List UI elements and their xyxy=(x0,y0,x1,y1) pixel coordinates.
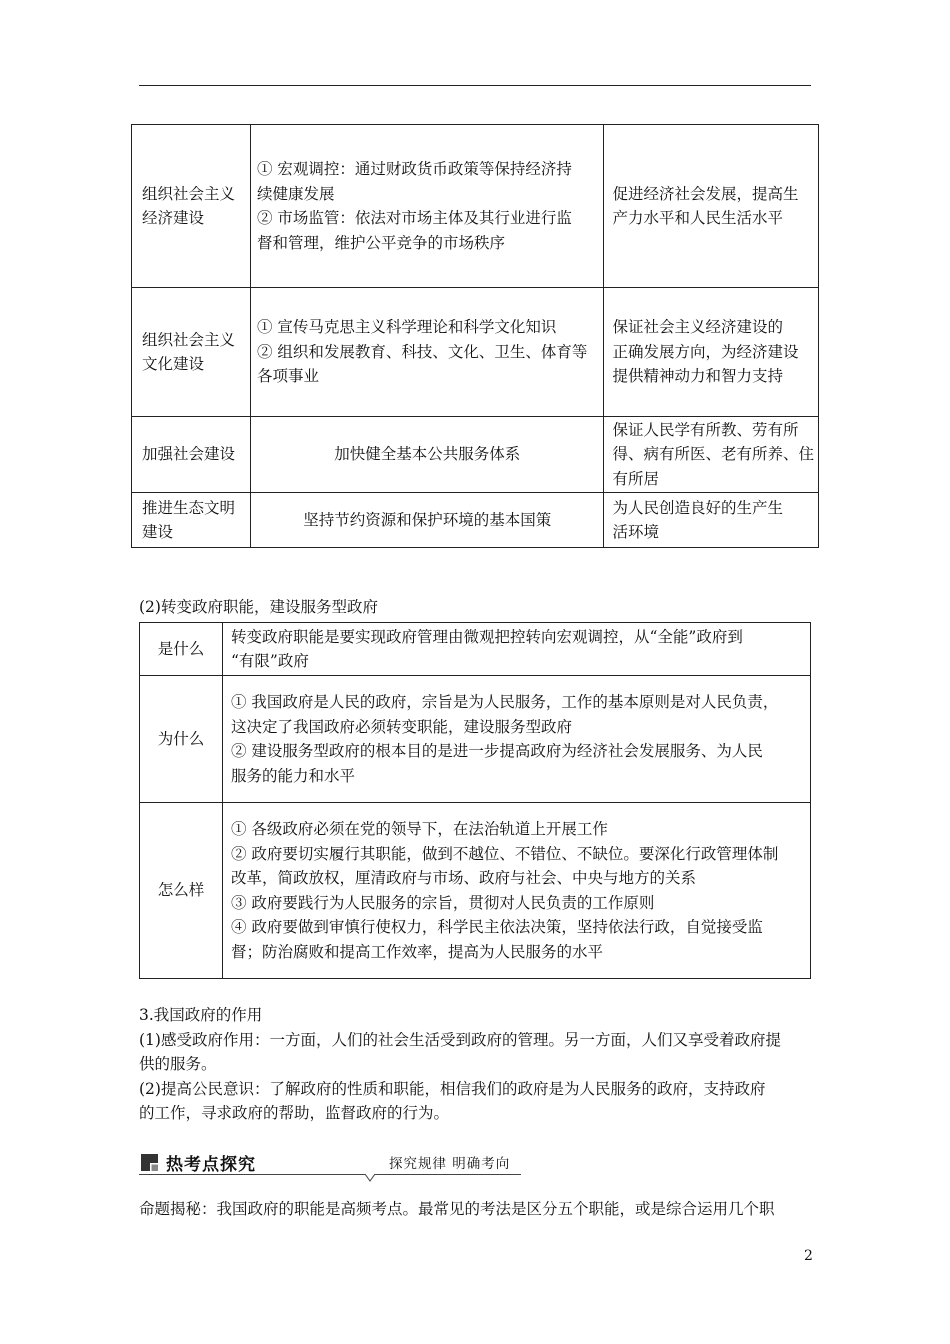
cell-line: 提供精神动力和智力支持 xyxy=(612,367,783,386)
cell-line: ③ 政府要践行为人民服务的宗旨，贯彻对人民负责的工作原则 xyxy=(231,893,655,912)
function-cell xyxy=(132,288,251,417)
cell-line: 得、病有所医、老有所养、住 xyxy=(612,445,814,464)
row-value xyxy=(223,676,811,803)
banner-title: 热考点探究 xyxy=(166,1155,256,1175)
cell-line: 转变政府职能是要实现政府管理由微观把控转向宏观调控，从“全能”政府到 xyxy=(231,627,743,646)
banner-subtitle: 探究规律 明确考向 xyxy=(389,1156,511,1172)
cell-line: 续健康发展 xyxy=(256,184,335,203)
cell-line: 推进生态文明 xyxy=(142,498,236,517)
cell-line: ② 建设服务型政府的根本目的是进一步提高政府为经济社会发展服务、为人民 xyxy=(231,742,763,760)
cell-line: 建设 xyxy=(142,523,174,541)
significance-cell xyxy=(604,493,819,548)
cell-line: ④ 政府要做到审慎行使权力，科学民主依法决策，坚持依法行政，自觉接受监 xyxy=(231,918,763,936)
cell-line: “有限”政府 xyxy=(231,652,309,670)
cell-line: 为人民创造良好的生产生 xyxy=(612,498,783,517)
section2-heading: (2)转变政府职能，建设服务型政府 xyxy=(139,598,378,616)
row-value xyxy=(223,623,811,676)
content-cell xyxy=(250,417,604,493)
table-row xyxy=(132,417,819,493)
cell-line: ② 市场监管：依法对市场主体及其行业进行监 xyxy=(256,209,572,227)
cell-line: 活环境 xyxy=(612,523,659,541)
content-cell xyxy=(250,125,604,288)
cell-line: 组织社会主义 xyxy=(142,330,236,349)
cell-line: 加快健全基本公共服务体系 xyxy=(334,445,521,464)
function-cell xyxy=(132,493,251,548)
table-row xyxy=(132,125,819,288)
cell-line: ① 宣传马克思主义科学理论和科学文化知识 xyxy=(256,318,557,337)
cell-line: 保证人民学有所教、劳有所 xyxy=(612,420,799,439)
row-key: 为什么 xyxy=(140,676,223,803)
function-cell xyxy=(132,125,251,288)
section3-line: (2)提高公民意识：了解政府的性质和职能，相信我们的政府是为人民服务的政府，支持政府 xyxy=(139,1079,766,1098)
section3-line: 供的服务。 xyxy=(139,1055,217,1073)
cell-line: ② 组织和发展教育、科技、文化、卫生、体育等 xyxy=(256,342,588,361)
cell-line: 各项事业 xyxy=(256,367,319,386)
cell-line: 加强社会建设 xyxy=(142,445,236,464)
banner-rule xyxy=(139,1174,521,1175)
cell-line: ② 政府要切实履行其职能，做到不越位、不错位、不缺位。要深化行政管理体制 xyxy=(231,844,779,863)
cell-line: 文化建设 xyxy=(142,355,205,373)
page-number: 2 xyxy=(804,1248,813,1264)
cell-line: ① 我国政府是人民的政府，宗旨是为人民服务，工作的基本原则是对人民负责， xyxy=(231,693,779,711)
government-functions-table xyxy=(131,124,819,548)
service-government-table xyxy=(139,622,811,979)
table-row xyxy=(140,623,811,676)
section-marker-icon xyxy=(141,1154,158,1171)
cell-line: 督；防治腐败和提高工作效率，提高为人民服务的水平 xyxy=(231,942,604,961)
cell-line: 坚持节约资源和保护环境的基本国策 xyxy=(303,510,552,529)
hot-topic-banner xyxy=(139,1150,521,1178)
section3-heading: 3.我国政府的作用 xyxy=(139,1006,263,1024)
cell-line: 保证社会主义经济建设的 xyxy=(612,318,783,337)
section3 xyxy=(139,1003,813,1126)
significance-cell xyxy=(604,125,819,288)
table-row xyxy=(132,493,819,548)
cell-line: 正确发展方向，为经济建设 xyxy=(612,342,799,361)
cell-line: ① 各级政府必须在党的领导下，在法治轨道上开展工作 xyxy=(231,820,608,838)
function-cell xyxy=(132,417,251,493)
row-key: 怎么样 xyxy=(140,803,223,979)
cell-line: 督和管理，维护公平竞争的市场秩序 xyxy=(256,233,505,252)
cell-line: 改革，简政放权，厘清政府与市场、政府与社会、中央与地方的关系 xyxy=(231,869,697,887)
table-row xyxy=(140,676,811,803)
cell-line: 促进经济社会发展，提高生 xyxy=(612,184,799,203)
table-row xyxy=(140,803,811,979)
section3-line: 的工作，寻求政府的帮助，监督政府的行为。 xyxy=(139,1104,450,1122)
content-cell xyxy=(250,288,604,417)
table-row xyxy=(132,288,819,417)
header-rule xyxy=(139,85,811,86)
cell-line: 这决定了我国政府必须转变职能，建设服务型政府 xyxy=(231,717,573,736)
cell-line: 产力水平和人民生活水平 xyxy=(612,209,783,227)
significance-cell xyxy=(604,288,819,417)
section3-line: (1)感受政府作用：一方面，人们的社会生活受到政府的管理。另一方面，人们又享受着政府提 xyxy=(139,1030,781,1049)
banner-notch-icon xyxy=(365,1174,375,1182)
cell-line: 经济建设 xyxy=(142,209,205,227)
cell-line: ① 宏观调控：通过财政货币政策等保持经济持 xyxy=(256,160,572,178)
content-cell xyxy=(250,493,604,548)
cell-line: 有所居 xyxy=(612,469,659,488)
cell-line: 服务的能力和水平 xyxy=(231,766,356,785)
significance-cell xyxy=(604,417,819,493)
closing-line: 命题揭秘：我国政府的职能是高频考点。最常见的考法是区分五个职能，或是综合运用几个职 xyxy=(139,1200,775,1218)
cell-line: 组织社会主义 xyxy=(142,184,236,203)
row-value xyxy=(223,803,811,979)
row-key: 是什么 xyxy=(140,623,223,676)
